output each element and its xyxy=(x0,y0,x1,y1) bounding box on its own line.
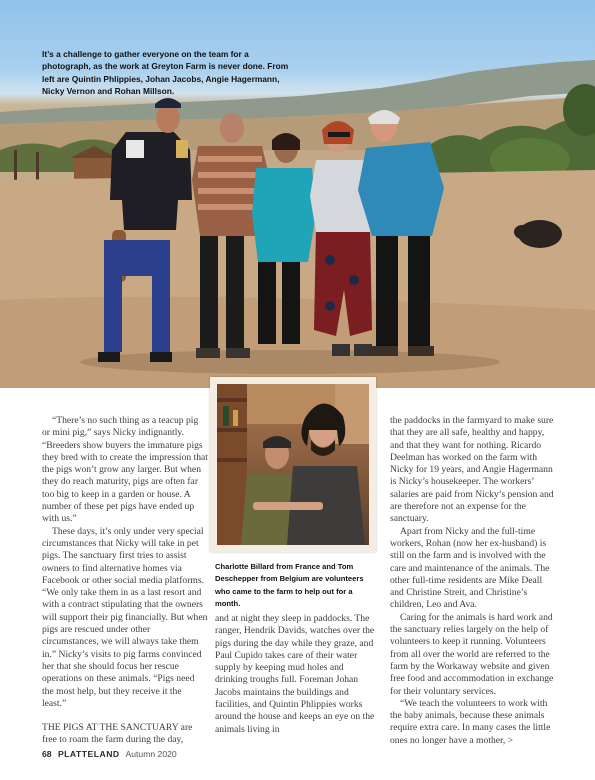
page-footer xyxy=(42,749,177,759)
issue-label: Autumn 2020 xyxy=(125,749,177,759)
article-column-3 xyxy=(390,415,556,747)
article-column-2 xyxy=(215,613,377,736)
paragraph: “There’s no such thing as a teacup pig or mini pig,” says Nicky indignantly. “Breeders show buyers the immature pigs they bred with to create the impression that the pigs won’t grow any larger. But when they do reach maturity, pigs are often far too big to keep in a garden or house. A number of these pet pigs have ended up with us.” xyxy=(42,415,208,525)
shadow xyxy=(80,350,500,374)
section-lead: THE PIGS AT THE SANCTUARY are free to roam the farm during the day, xyxy=(42,722,193,746)
paragraph: Caring for the animals is hard work and the sanctuary relies largely on the help of volunteers to keep it running. Volunteers from all over the world are referred to the farm by the Workaway website and given free food and accommodation in exchange for their voluntary services. xyxy=(390,611,554,697)
paragraph: These days, it’s only under very special circumstances that Nicky will take in pet pigs. The sanctuary first tries to assist owners to find alternative homes via Facebook or other social media platforms. “We only take them in as a last resort and with a contract stipulating that the owners will support their pig financially. But when pigs are rescued under other circumstances, we will always take them in.” Nicky’s visits to pig farms convinced her that she should focus her rescue operations on these animals. “Pigs need the most help, but they receive it the least.” xyxy=(42,525,208,709)
paragraph: the paddocks in the farmyard to make sure that they are all safe, healthy and happy, and that they want for nothing. Ricardo Deelman has worked on the farm with Nicky for 19 years, and Angie Hagermann is Nicky’s housekeeper. The workers’ salaries are paid from Nicky’s pension and are therefore not an expense for the sanctuary. xyxy=(390,415,554,525)
inset-photo-frame xyxy=(210,377,376,552)
paragraph: and at night they sleep in paddocks. The ranger, Hendrik Davids, watches over the pigs during the day while they graze, and Paul Cupido takes care of their water supply by keeping mud holes and drinking troughs full. Foreman Johan Jacobs maintains the buildings and facilities, and Quintin Phlippies works around the house and keeps an eye on the animals living in xyxy=(215,613,375,735)
paragraph: “We teach the volunteers to work with the baby animals, because these animals require extra care. In many cases the little ones no longer have a mother, > xyxy=(390,697,551,746)
inset-photo xyxy=(217,384,369,545)
pig-head xyxy=(514,225,530,239)
page-number: 68 xyxy=(42,749,52,759)
hero-photo xyxy=(0,0,595,388)
article-column-1 xyxy=(42,415,208,747)
inset-photo-scene xyxy=(217,384,369,545)
paragraph: Apart from Nicky and the full-time workers, Rohan (now her ex-husband) is still on the farm and is involved with the care and maintenance of the animals. The other full-time residents are Mike Deall and Christine Streit, and Christine’s children, Leo and Ava. xyxy=(390,525,550,611)
inset-caption: Charlotte Billard from France and Tom Deschepper from Belgium are volunteers who came to the farm to help out for a month. xyxy=(215,562,364,609)
magazine-name: PLATTELAND xyxy=(57,749,120,759)
hero-caption: It’s a challenge to gather everyone on the team for a photograph, as the work at Greyton Farm is never done. From left are Quintin Phlippies, Johan Jacobs, Angie Hagermann, Nicky Vernon and Rohan Millson. xyxy=(42,49,289,96)
